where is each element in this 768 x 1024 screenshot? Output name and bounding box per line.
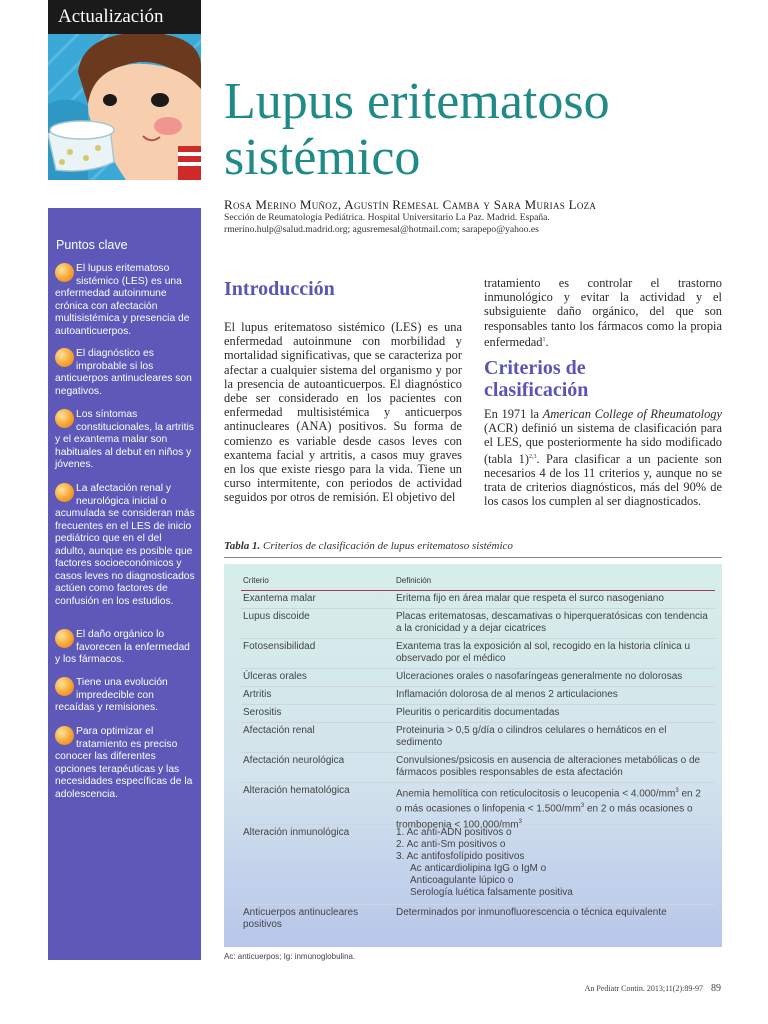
title-line-1: Lupus eritematoso [224, 73, 610, 130]
key-points-sidebar [48, 208, 201, 960]
criterion-cell: Exantema malar [243, 593, 316, 604]
criteria-paragraph [484, 407, 722, 509]
key-point-text: El diagnóstico es improbable si los anticuerpos antinucleares son negativos. [55, 348, 192, 397]
table-row [241, 754, 715, 783]
criterion-cell: Artritis [243, 689, 272, 700]
child-with-bowl-illustration [48, 34, 201, 180]
criterion-cell: Anticuerpos antinucleares positivos [243, 907, 359, 930]
intro-heading: Introducción [224, 278, 335, 300]
table-caption-text: Criterios de clasificación de lupus eritematoso sistémico [260, 540, 513, 552]
criterion-cell: Serositis [243, 707, 282, 718]
criteria-text: En 1971 la [484, 407, 543, 421]
criteria-text: . Para clasificar a un paciente son necesarios 4 de los 11 criterios y, aunque no se trata de criterios diagnósticos, más del 90% de los casos los cumplen al ser diagnosticados. [484, 451, 722, 509]
definition-cell: Determinados por inmunofluorescencia o técnica equivalente [396, 907, 667, 918]
criteria-heading [484, 357, 588, 401]
key-point [55, 409, 195, 472]
criterion-cell: Alteración hematológica [243, 785, 350, 796]
journal-citation: An Pediatr Contin. 2013;11(2):89-97 [584, 984, 703, 993]
acr-name: American College of Rheumatology [542, 407, 722, 421]
criterion-cell: Afectación neurológica [243, 755, 345, 766]
table-row [241, 670, 715, 687]
definition-cell: Exantema tras la exposición al sol, recogido en la historia clínica u observado por el médico [396, 641, 691, 664]
definition-part: en 2 o más ocasiones o trombopenia < 100.000/mm [396, 803, 693, 830]
key-point [55, 726, 195, 801]
key-point [55, 348, 195, 398]
definition-cell [396, 827, 708, 899]
table-row [241, 610, 715, 639]
key-point-text: El daño orgánico lo favorecen la enfermedad y los fármacos. [55, 629, 190, 665]
article-title [224, 74, 744, 186]
immuno-subitem: Ac anticardiolipina IgG o IgM o [410, 863, 547, 874]
definition-part: Anemia hemolítica con reticulocitosis o leucopenia < 4.000/ [396, 788, 659, 800]
table-row [241, 826, 715, 905]
reference-sup: 2,3 [528, 453, 537, 460]
superscript: 3 [675, 788, 679, 794]
criteria-text: (ACR) definió un sistema de clasificación para el LES, que posteriormente ha sido modificado (tabla 1) [484, 421, 722, 466]
table-row [241, 724, 715, 753]
key-point-text: El lupus eritematoso sistémico (LES) es una enfermedad autoinmune crónica con afectación multisistémica y presencia de autoanticuerpos. [55, 263, 190, 337]
section-label-text: Actualización [58, 6, 164, 27]
definition-cell: Eritema fijo en área malar que respeta el surco nasogeniano [396, 593, 664, 604]
definition-cell: Placas eritematosas, descamativas o hiperqueratósicas con tendencia a la cronicidad y a dejar cicatrices [396, 611, 708, 634]
definition-cell: Inflamación dolorosa de al menos 2 articulaciones [396, 689, 618, 700]
table-footnote: Ac: anticuerpos; Ig: inmunoglobulina. [224, 952, 356, 961]
table-row [241, 592, 715, 609]
orange-bullet-icon [55, 348, 74, 367]
key-point [55, 677, 195, 715]
table-row [241, 640, 715, 669]
immuno-item: 1. Ac anti-ADN positivos o [396, 827, 512, 838]
immuno-item: 2. Ac anti-Sm positivos o [396, 839, 506, 850]
table-row [241, 906, 715, 936]
column-header-definicion: Definición [396, 576, 432, 585]
intro-text: El lupus eritematoso sistémico (LES) es una enfermedad autoinmune con morbilidad y mortalidad significativas, que se caracteriza por afectar a cualquier sistema del organismo y por la presencia de autoanticuerpos. El diagnóstico debe ser considerado en los pacientes con enfermedad multisistémica y anticuerpos antinucleares (ANA) positivos. Su forma de comienzo es variable desde casos leves con exantema facial y artritis, a casos muy graves en los que existe riesgo para la vida. Tiene un curso intermitente, con periodos de actividad seguidos por otros de remisión. El objetivo del [224, 320, 462, 505]
orange-bullet-icon [55, 263, 74, 282]
definition-cell: Convulsiones/psicosis en ausencia de alteraciones metabólicas o de fármacos posibles responsables de esta afectación [396, 755, 701, 778]
key-point [55, 263, 195, 338]
caption-divider [224, 557, 722, 558]
orange-bullet-icon [55, 726, 74, 745]
authors: Rosa Merino Muñoz, Agustín Remesal Camba y Sara Murias Loza [224, 197, 597, 212]
table-caption [224, 540, 513, 552]
intro-continuation: tratamiento es controlar el trastorno inmunológico y evitar la actividad y el subsiguiente daño orgánico, del que son responsables tanto los fármacos como la propia enfermedad$^1$. [484, 276, 722, 349]
criterion-cell: Afectación renal [243, 725, 315, 736]
definition-part: en 2 o más ocasiones o linfopenia < 1.500/mm [396, 788, 701, 815]
immuno-subitem: Anticoagulante lúpico o [410, 875, 514, 886]
criterion-cell: Alteración inmunológica [243, 827, 350, 838]
affiliation: Sección de Reumatología Pediátrica. Hospital Universitario La Paz. Madrid. España. [224, 212, 550, 223]
table-row [241, 688, 715, 705]
definition-cell: Pleuritis o pericarditis documentadas [396, 707, 560, 718]
table-row [241, 784, 715, 830]
key-point-text: Para optimizar el tratamiento es preciso conocer las diferentes opciones terapéuticas y las necesidades específicas de la adolescencia. [55, 726, 193, 800]
criterion-cell: Fotosensibilidad [243, 641, 316, 652]
orange-bullet-icon [55, 409, 74, 428]
intro-paragraph [224, 320, 462, 505]
definition-cell: Proteinuria > 0,5 g/día o cilindros celulares o hemáticos en el sedimento [396, 725, 667, 748]
orange-bullet-icon [55, 677, 74, 696]
key-point-text: Los síntomas constitucionales, la artritis y el exantema malar son habituales al debut en niños y jóvenes. [55, 409, 194, 470]
reference-sup: 1 [542, 336, 546, 343]
key-points-heading: Puntos clave [56, 238, 128, 252]
immuno-subitem: Serología luética falsamente positiva [410, 887, 573, 898]
title-line-2: sistémico [224, 129, 421, 186]
section-label [48, 0, 201, 34]
criterion-cell: Lupus discoide [243, 611, 310, 622]
author-emails: rmerino.hulp@salud.madrid.org; agusremesal@hotmail.com; sarapepo@yahoo.es [224, 224, 539, 235]
intro-continuation-text: tratamiento es controlar el trastorno inmunológico y evitar la actividad y el subsiguiente daño orgánico, del que son responsables tanto los fármacos como la propia enfermedad [484, 276, 722, 349]
criteria-table [224, 564, 722, 947]
definition-cell [396, 785, 708, 831]
key-point [55, 483, 195, 608]
key-point-text: Tiene una evolución impredecible con recaídas y remisiones. [55, 677, 168, 713]
table-header [241, 576, 715, 591]
orange-bullet-icon [55, 629, 74, 648]
table-caption-label: Tabla 1. [224, 540, 261, 552]
superscript: 3 [580, 803, 585, 810]
key-point-text: La afectación renal y neurológica inicial o acumulada se consideran más frecuentes en el LES de inicio pediátrico que en el del adulto, aunque es posible que factores socioeconómicos y casos leves no diagnosticados actúen como factores de confusión en los estudios. [55, 483, 195, 607]
definition-part: mm [658, 788, 676, 800]
criteria-heading-line-1: Criterios de [484, 357, 586, 379]
key-point [55, 629, 195, 667]
criterion-cell: Úlceras orales [243, 671, 307, 682]
journal-reference [585, 983, 721, 994]
page-number: 89 [711, 983, 721, 994]
immuno-item: 3. Ac antifosfolípido positivos [396, 851, 525, 862]
definition-cell: Ulceraciones orales o nasofaríngeas generalmente no dolorosas [396, 671, 683, 682]
table-row [241, 706, 715, 723]
column-header-criterio: Criterio [243, 576, 269, 585]
superscript: 3 [518, 818, 522, 825]
orange-bullet-icon [55, 483, 74, 502]
header-illustration [48, 34, 201, 180]
criteria-heading-line-2: clasificación [484, 379, 589, 401]
